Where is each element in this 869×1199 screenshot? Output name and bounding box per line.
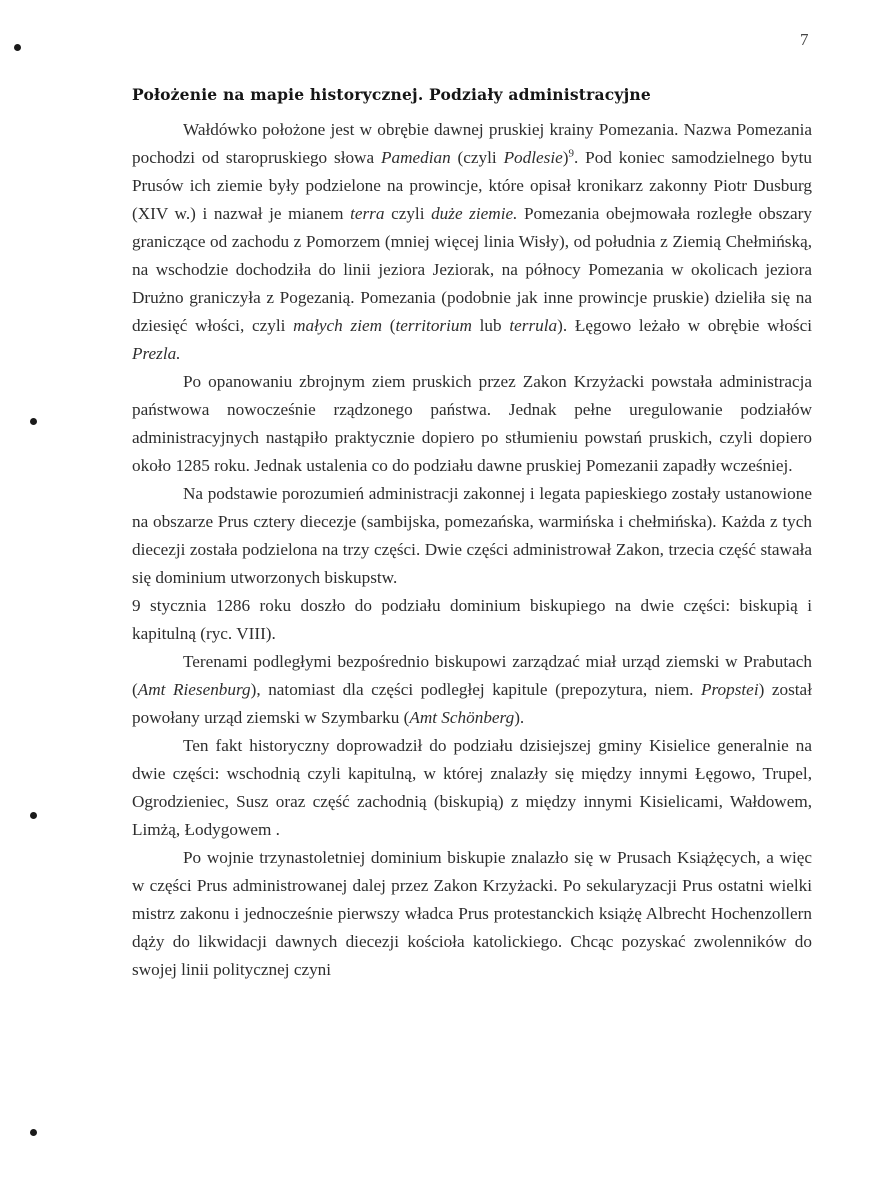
italic-term: Podlesie [503,148,563,167]
section-heading: Położenie na mapie historycznej. Podziały administracyjne [132,85,651,104]
text-run: Terenami podległymi bezpośrednio biskupowi zarządzać miał urząd ziemski w Prabutach ( [132,652,812,699]
paragraph-administration: Po opanowaniu zbrojnym ziem pruskich przez Zakon Krzyżacki powstała administracja państwowa nowocześnie rządzonego państwa. Jednak pełne uregulowanie podziałów administracyjnych nastąpiło praktycznie dopiero po stłumieniu powstań pruskich, czyli dopiero około 1285 roku. Jednak ustalenia co do podziału dawne pruskiej Pomezanii zapadły wcześniej. [132,372,812,475]
italic-term: terrula [509,316,558,335]
text-run: ) [562,148,569,167]
text-run: ( [382,316,396,335]
italic-term: Propstei [700,680,759,699]
italic-term: Amt Schönberg [409,708,515,727]
paragraph-offices [132,648,812,732]
italic-term: terra [350,204,385,223]
italic-term: duże ziemie. [431,204,518,223]
italic-term: Pamedian [380,148,451,167]
body-text [132,116,812,984]
text-run: lub [471,316,510,335]
binder-hole-mark [30,418,37,425]
italic-term: territorium [395,316,472,335]
footnote-marker: 9 [568,147,574,160]
text-run: ). [514,708,525,727]
binder-hole-mark [14,44,21,51]
binder-hole-mark [30,1129,37,1136]
paragraph-division-1286: 9 stycznia 1286 roku doszło do podziału dominium biskupiego na dwie części: biskupią i kapitulną (ryc. VIII). [132,596,812,643]
text-run: Pomezania obejmowała rozległe obszary graniczące od zachodu z Pomorzem (mniej więcej linia Wisły), od południa z Ziemią Chełmińską, na wschodzie dochodziła do linii jeziora Jeziorak, na północy Pomezania w okolicach jeziora Drużno graniczyła z Pogezanią. Pomezania (podobnie jak inne prowincje pruskie) dzieliła się na dziesięć włości, czyli [132,204,812,335]
italic-term: Prezla. [132,344,181,363]
text-run: ), natomiast dla części podległej kapitule (prepozytura, niem. [250,680,701,699]
text-run: (czyli [450,148,504,167]
page-number: 7 [800,30,809,49]
paragraph-dioceses: Na podstawie porozumień administracji zakonnej i legata papieskiego zostały ustanowione na obszarze Prus cztery diecezje (sambijska, pomezańska, warmińska i chełmińska). Każda z tych diecezji została podzielona na trzy części. Dwie części administrował Zakon, trzecia część stawała się dominium utworzonych biskupstw. [132,484,812,587]
paragraph-after-war: Po wojnie trzynastoletniej dominium biskupie znalazło się w Prusach Książęcych, a więc w części Prus administrowanej dalej przez Zakon Krzyżacki. Po sekularyzacji Prus ostatni wielki mistrz zakonu i jednocześnie pierwszy władca Prus protestanckich książę Albrecht Hochenzollern dąży do likwidacji dawnych diecezji kościoła katolickiego. Chcąc pozyskać zwolenników do swojej linii politycznej czyni [132,848,812,979]
paragraph-pomezania [132,116,812,368]
text-run: czyli [384,204,432,223]
paragraph-gmina-division: Ten fakt historyczny doprowadził do podziału dzisiejszej gminy Kisielice generalnie na dwie części: wschodnią czyli kapitulną, w której znalazły się między innymi Łęgowo, Trupel, Ogrodzieniec, Susz oraz część zachodnią (biskupią) z między innymi Kisielicami, Wałdowem, Limżą, Łodygowem . [132,736,812,839]
text-run: ) został powołany urząd ziemski w Szymbarku ( [132,680,812,727]
text-run: ). Łęgowo leżało w obrębie włości [557,316,813,335]
italic-term: Amt Riesenburg [137,680,251,699]
italic-term: małych ziem [293,316,383,335]
text-run: Wałdówko położone jest w obrębie dawnej pruskiej krainy Pomezania. Nazwa Pomezania pochodzi od staropruskiego słowa [132,120,812,167]
binder-hole-mark [30,812,37,819]
text-run: . Pod koniec samodzielnego bytu Prusów ich ziemie były podzielone na prowincje, które opisał kronikarz zakonny Piotr Dusburg (XIV w.) i nazwał je mianem [132,148,812,223]
